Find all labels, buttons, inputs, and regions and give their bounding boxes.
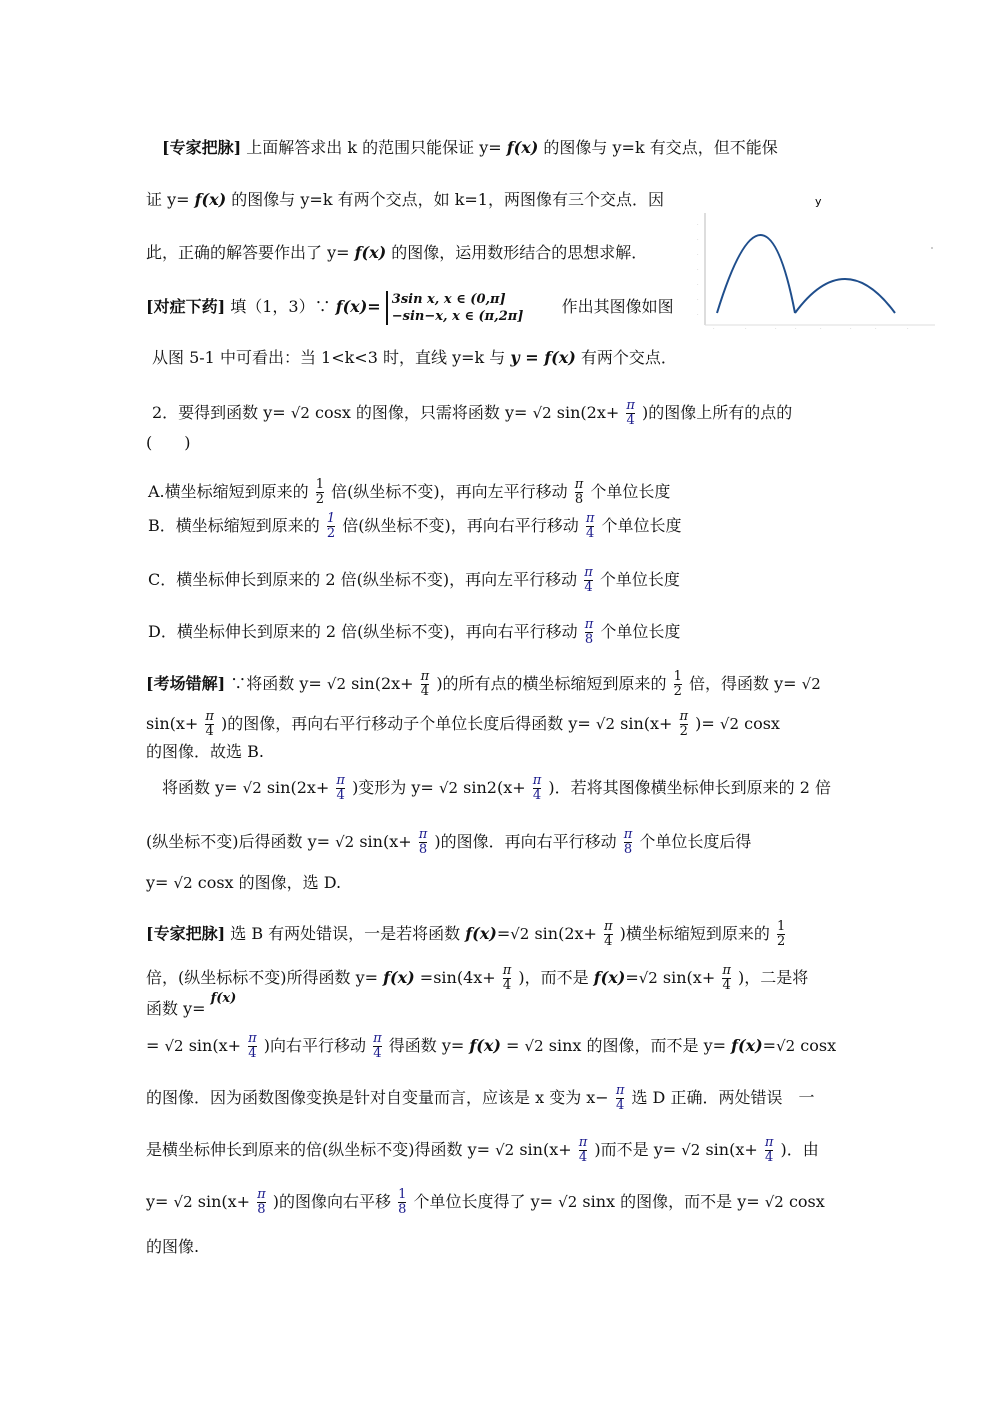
- text: sin(x+: [188, 1036, 242, 1055]
- svg-text:.: .: [775, 325, 777, 331]
- text: 的图像．因为函数图像变换是针对自变量而言，应该是 x 变为 x−: [146, 1088, 609, 1107]
- text: 倍(纵坐标不变)，再向左平行移动: [331, 482, 568, 501]
- svg-text:.: .: [820, 325, 822, 331]
- svg-text:.: .: [907, 325, 909, 331]
- text: y=: [146, 873, 169, 892]
- sqrt2: √2: [164, 1037, 184, 1055]
- text: sin(2x+: [266, 778, 330, 797]
- text: 是横坐标伸长到原来的倍(纵坐标不变)得函数 y=: [146, 1140, 491, 1159]
- function-graph: [695, 185, 945, 335]
- text: sin(2x+: [534, 924, 597, 943]
- text: 2．要得到函数 y=: [152, 403, 286, 422]
- text: 将函数 y=: [162, 778, 238, 797]
- text: =: [506, 1036, 520, 1055]
- p5-line6: [146, 1134, 819, 1166]
- text: 个单位长度得了 y=: [413, 1192, 554, 1211]
- text: 个单位长度: [599, 570, 680, 589]
- svg-text:.: .: [875, 325, 877, 331]
- sqrt2: √2: [326, 675, 346, 693]
- text: )的图像向右平移: [272, 1192, 392, 1211]
- frac-pi-4: $\frac{\pi}{4}$: [615, 1083, 625, 1113]
- text: )，二是将: [737, 968, 809, 987]
- svg-text:.: .: [697, 236, 699, 242]
- text: )而不是 y=: [594, 1140, 677, 1159]
- section-label: [专家把脉]: [146, 924, 226, 943]
- svg-text:.: .: [795, 325, 797, 331]
- frac-pi-4: $\frac{\pi}{4}$: [604, 919, 613, 949]
- text: 个单位长度: [600, 622, 681, 641]
- math-fx: f(x): [194, 190, 227, 209]
- sqrt2: √2: [335, 833, 355, 851]
- text: 的图像与 y=k 有两个交点，如 k=1，两图像有三个交点．因: [231, 190, 664, 209]
- text: )的图像．再向右平行移动: [434, 832, 617, 851]
- frac-pi-4: $\frac{\pi}{4}$: [722, 963, 731, 993]
- text: 从图 5-1 中可看出：当 1<k<3 时，直线 y=k 与: [152, 348, 506, 367]
- sqrt2: √2: [524, 1037, 544, 1055]
- svg-text:.: .: [850, 325, 852, 331]
- p5-line3: [146, 991, 237, 1022]
- p5-line5: [146, 1082, 814, 1114]
- frac-pi-2: $\frac{\pi}{2}$: [679, 709, 689, 739]
- text: )的所有点的横坐标缩短到原来的: [436, 674, 667, 693]
- frac-pi-8: $\frac{\pi}{8}$: [584, 617, 594, 647]
- option-d: [148, 616, 680, 648]
- option-c: [148, 564, 680, 596]
- y-ticks: [697, 221, 699, 317]
- sqrt2: √2: [510, 925, 530, 943]
- text: 作出其图像如图: [561, 297, 674, 316]
- math-fx: f(x): [506, 138, 539, 157]
- text: 填（1，3）∵: [230, 297, 331, 316]
- text: 上面解答求出 k 的范围只能保证 y=: [246, 138, 507, 157]
- text: B．横坐标缩短到原来的: [148, 516, 320, 535]
- svg-text:.: .: [745, 325, 747, 331]
- frac-pi-8: $\frac{\pi}{8}$: [257, 1187, 266, 1217]
- p2-line1: [146, 289, 674, 325]
- text: )．由: [780, 1140, 819, 1159]
- p2-line2: [152, 347, 677, 369]
- text: 倍，(纵坐标标不变)所得函数 y=: [146, 968, 379, 987]
- math-fx: f(x): [593, 968, 626, 987]
- text: 选 B 有两处错误，一是若将函数: [230, 924, 461, 943]
- frac-pi-4: $\frac{\pi}{4}$: [248, 1031, 257, 1061]
- svg-text:.: .: [697, 281, 699, 287]
- text: cosx: [800, 1036, 837, 1055]
- text: 得函数 y=: [388, 1036, 465, 1055]
- text: )变形为 y=: [352, 778, 434, 797]
- p4-line3: [146, 872, 341, 894]
- frac-pi-4: $\frac{\pi}{4}$: [578, 1135, 588, 1165]
- text: sin2(x+: [463, 778, 526, 797]
- text: 函数 y=: [146, 999, 206, 1018]
- sqrt2: √2: [776, 1037, 796, 1055]
- svg-text:.: .: [713, 325, 715, 331]
- sqrt2: √2: [681, 1141, 701, 1159]
- p1-line1: [162, 137, 778, 159]
- text: cosx: [744, 714, 780, 733]
- frac-pi-4: $\frac{\pi}{4}$: [584, 565, 593, 595]
- sqrt2: √2: [242, 779, 262, 797]
- text: sin(x+: [519, 1140, 572, 1159]
- p4-line1: [162, 772, 831, 804]
- math-fx: f(x): [465, 924, 497, 943]
- sqrt2: √2: [495, 1141, 515, 1159]
- q2-answer-paren: ( ): [146, 433, 191, 452]
- frac-pi-4: $\frac{\pi}{4}$: [764, 1135, 774, 1165]
- text: sin(x+: [705, 1140, 758, 1159]
- text: =: [146, 1036, 160, 1055]
- math-fx: f(x): [354, 243, 387, 262]
- math-fx: f(x): [731, 1036, 763, 1055]
- sqrt2: √2: [558, 1193, 578, 1211]
- text: sin(x+: [146, 714, 199, 733]
- text: 有两个交点．: [580, 348, 677, 367]
- text: 的图像与 y=k 有交点，但不能保: [543, 138, 778, 157]
- sqrt2: √2: [801, 675, 821, 693]
- text: 倍，得函数 y=: [689, 674, 797, 693]
- text: )的图像，再向右平行移动子个单位长度后得函数 y=: [221, 714, 591, 733]
- text: =sin(4x+: [419, 968, 496, 987]
- p3-line3: 的图像．故选 B.: [146, 742, 264, 761]
- frac-pi-4: $\frac{\pi}{4}$: [626, 398, 635, 428]
- p5-line2: 倍，(纵坐标标不变)所得函数 y= f(x) =sin(4x+ $\frac{\pi}{4}$ )，而不是 f(x)=√2 sin(x+ $\frac{\pi}{4}$ )，二是将: [146, 963, 809, 993]
- sqrt2: √2: [173, 1193, 193, 1211]
- text: 证 y=: [146, 190, 190, 209]
- math-fx: f(x): [469, 1036, 501, 1055]
- p5-line1: [专家把脉] 选 B 有两处错误，一是若将函数 f(x)=√2 sin(2x+ $\frac{\pi}{4}$ )横坐标缩短到原来的 $\frac{1}{2}$: [146, 919, 786, 949]
- frac-pi-4: $\frac{\pi}{4}$: [420, 669, 430, 699]
- text: (纵坐标不变)后得函数 y=: [146, 832, 331, 851]
- frac-1-2: $\frac{1}{2}$: [315, 477, 325, 507]
- text: cosx: [788, 1192, 825, 1211]
- frac-pi-8: $\frac{\pi}{8}$: [574, 477, 584, 507]
- section-label: [考场错解]: [146, 674, 226, 693]
- frac-pi-4: $\frac{\pi}{4}$: [585, 511, 595, 541]
- frac-pi-4: $\frac{\pi}{4}$: [373, 1031, 382, 1061]
- text: cosx 的图像，只需将函数 y=: [315, 403, 528, 422]
- text: sin(x+: [662, 968, 716, 987]
- sqrt2: √2: [290, 404, 310, 422]
- text: D．横坐标伸长到原来的 2 倍(纵坐标不变)，再向右平行移动: [148, 622, 578, 641]
- svg-text:.: .: [697, 251, 699, 257]
- text: )的图像上所有的点的: [641, 403, 793, 422]
- sqrt2: √2: [438, 779, 459, 797]
- q2-stem: [152, 397, 792, 429]
- math-fx: f(x): [210, 991, 237, 1006]
- text: sinx 的图像，而不是 y=: [582, 1192, 760, 1211]
- frac-1-2: $\frac{1}{2}$: [326, 511, 336, 541]
- sqrt2: √2: [719, 715, 740, 733]
- text: sin(x+: [620, 714, 673, 733]
- text: 此，正确的解答要作出了 y=: [146, 243, 350, 262]
- svg-text:.: .: [697, 221, 699, 227]
- text: sin(2x+: [556, 403, 620, 422]
- svg-text:.: .: [697, 266, 699, 272]
- sqrt2: √2: [638, 969, 658, 987]
- text: 个单位长度: [590, 482, 671, 501]
- svg-text:.: .: [697, 311, 699, 317]
- math-fx: f(x)=: [335, 297, 381, 316]
- text: cosx 的图像，选 D.: [197, 873, 342, 892]
- text: sinx 的图像，而不是 y=: [548, 1036, 727, 1055]
- frac-pi-4: $\frac{\pi}{4}$: [532, 773, 542, 803]
- option-a: [148, 472, 670, 512]
- piece-1: 3sin x, x ∈ (0,π]: [391, 291, 506, 307]
- sqrt2: √2: [173, 874, 193, 892]
- sqrt2: √2: [532, 404, 552, 422]
- graph-y-label: y: [815, 195, 822, 208]
- curve-neg-sinx: [795, 279, 895, 313]
- math-fx: y = f(x): [510, 348, 576, 367]
- frac-pi-4: $\frac{\pi}{4}$: [502, 963, 512, 993]
- option-b: [148, 510, 681, 542]
- p5-line4: = √2 sin(x+ $\frac{\pi}{4}$ )向右平行移动 $\frac{\pi}{4}$ 得函数 y= f(x) = √2 sinx 的图像，而不是 y= f(x)=√2 cosx: [146, 1031, 837, 1061]
- x-ticks: [713, 325, 909, 331]
- p1-line2: [146, 189, 664, 211]
- text: C．横坐标伸长到原来的 2 倍(纵坐标不变)，再向左平行移动: [148, 570, 578, 589]
- text: 个单位长度: [601, 516, 682, 535]
- frac-1-2: $\frac{1}{2}$: [673, 669, 682, 699]
- curve-3sinx: [717, 235, 795, 313]
- text: )向右平行移动: [263, 1036, 366, 1055]
- text: ∵将函数 y=: [230, 674, 322, 693]
- section-label: [对症下药]: [146, 297, 226, 316]
- section-label: [专家把脉]: [162, 138, 242, 157]
- text: 倍(纵坐标不变)，再向右平行移动: [342, 516, 579, 535]
- frac-pi-8: $\frac{\pi}{8}$: [418, 827, 428, 857]
- text: 的图像，运用数形结合的思想求解．: [391, 243, 648, 262]
- text: )=: [695, 714, 715, 733]
- frac-1-2: $\frac{1}{2}$: [777, 919, 786, 949]
- sqrt2: √2: [764, 1193, 784, 1211]
- text: sin(2x+: [351, 674, 414, 693]
- frac-pi-4: $\frac{\pi}{4}$: [205, 709, 214, 739]
- piece-2: −sin−x, x ∈ (π,2π]: [391, 308, 524, 324]
- p1-line3: [146, 242, 647, 264]
- svg-text:.: .: [697, 296, 699, 302]
- text: )．若将其图像横坐标伸长到原来的 2 倍: [548, 778, 831, 797]
- p5-line8: 的图像.: [146, 1237, 200, 1256]
- text: sin(x+: [359, 832, 412, 851]
- text: 个单位长度后得: [639, 832, 752, 851]
- text: 选 D 正确．两处错误 一: [631, 1088, 815, 1107]
- text: )横坐标缩短到原来的: [619, 924, 770, 943]
- p5-line7: [146, 1186, 825, 1218]
- p3-line1: [146, 664, 821, 704]
- text: y=: [146, 1192, 169, 1211]
- text: )，而不是: [518, 968, 589, 987]
- frac-pi-4: $\frac{\pi}{4}$: [336, 773, 345, 803]
- frac-pi-8: $\frac{\pi}{8}$: [623, 827, 633, 857]
- piecewise: [386, 291, 524, 325]
- frac-1-8: $\frac{1}{8}$: [398, 1187, 407, 1217]
- sqrt2: √2: [595, 715, 616, 733]
- text: sin(x+: [197, 1192, 251, 1211]
- p4-line2: [146, 826, 751, 858]
- text: A.横坐标缩短到原来的: [148, 482, 309, 501]
- math-fx: f(x): [383, 968, 415, 987]
- p3-line2: [146, 704, 780, 744]
